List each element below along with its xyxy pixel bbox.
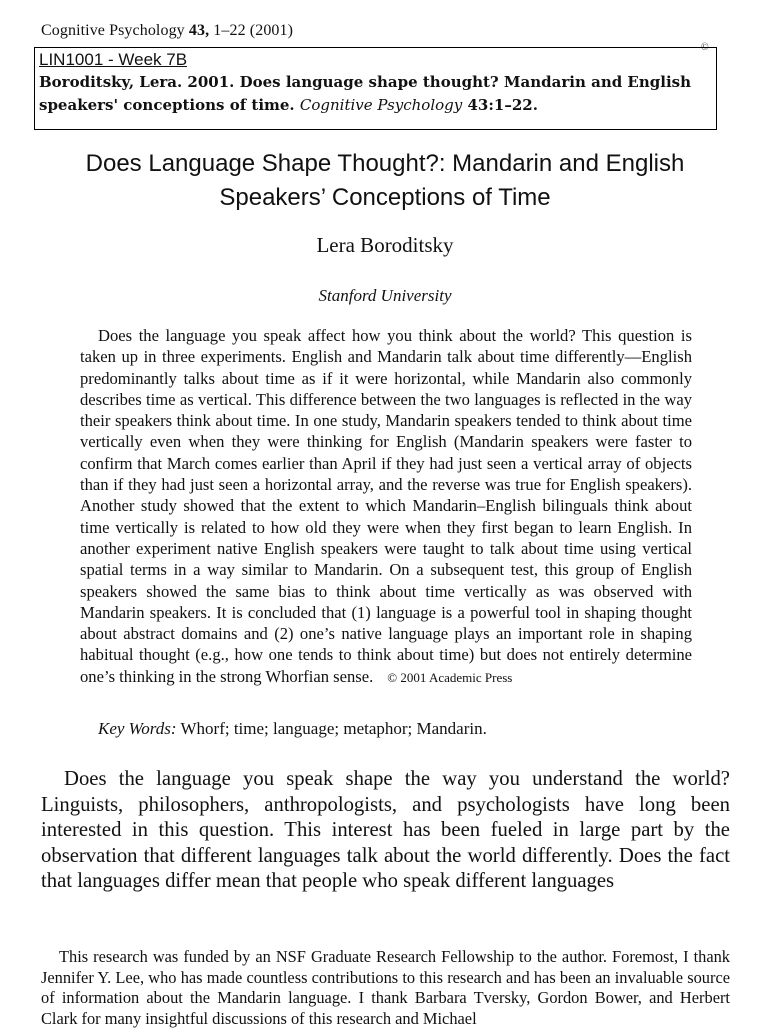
key-words-list: Whorf; time; language; metaphor; Mandarin. — [176, 719, 487, 738]
abstract — [80, 325, 692, 688]
key-words — [98, 719, 487, 739]
course-week-label: LIN1001 - Week 7B — [39, 50, 188, 69]
key-words-label: Key Words: — [98, 719, 177, 738]
funding-footnote: This research was funded by an NSF Graduate Research Fellowship to the author. Foremost, I thank Jennifer Y. Lee, who has made countless contributions to this research and has been an invaluable source of information about the Mandarin language. I thank Barbara Tversky, Gordon Bower, and Herbert Clark for many insightful discussions of this research and Michael — [41, 947, 730, 1028]
journal-pages-year: 1–22 (2001) — [209, 22, 294, 39]
journal-citation-line — [41, 22, 293, 40]
citation-main: Boroditsky, Lera. 2001. Does language shape thought? Mandarin and English speakers' conceptions of time. — [39, 73, 692, 114]
copyright-corner-mark: © — [701, 42, 709, 53]
body-paragraph: Does the language you speak shape the way you understand the world? Linguists, philosophers, anthropologists, and psychologists have long been interested in this question. This interest has been fueled in large part by the observation that different languages talk about the world differently. Does the fact that languages differ mean that people who speak different languages — [41, 768, 730, 892]
author-affiliation: Stanford University — [318, 286, 452, 305]
article-author: Lera Boroditsky — [316, 233, 454, 257]
article-title: Does Language Shape Thought?: Mandarin and English Speakers’ Conceptions of Time — [85, 150, 685, 211]
reading-citation — [39, 71, 712, 117]
citation-journal: Cognitive Psychology — [299, 96, 463, 114]
journal-volume: 43, — [188, 22, 210, 39]
course-reading-box — [34, 47, 717, 130]
journal-name: Cognitive Psychology — [41, 22, 189, 39]
citation-volume: 43:1–22. — [462, 96, 538, 114]
abstract-text: Does the language you speak affect how you think about the world? This question is taken up in three experiments. English and Mandarin talk about time differently—English predominantly talks about time as if it were horizontal, while Mandarin also commonly describes time as vertical. This difference between the two languages is reflected in the way their speakers think about time. In one study, Mandarin speakers tended to think about time vertically even when they were thinking for English (Mandarin speakers were faster to confirm that March comes earlier than April if they had just seen a vertical array of objects than if they had just seen a horizontal array, and the reverse was true for English speakers). Another study showed that the extent to which Mandarin–English bilinguals think about time vertically is related to how old they were when they first began to learn English. In another experiment native English speakers were taught to talk about time using vertical spatial terms in a way similar to Mandarin. On a subsequent test, this group of English speakers showed the same bias to think about time vertically as was observed with Mandarin speakers. It is concluded that (1) language is a powerful tool in shaping thought about abstract domains and (2) one’s native language plays an important role in shaping habitual thought (e.g., how one tends to think about time) but does not entirely determine one’s thinking in the strong Whorfian sense. — [80, 326, 692, 686]
publisher-copyright: © 2001 Academic Press — [387, 669, 513, 685]
